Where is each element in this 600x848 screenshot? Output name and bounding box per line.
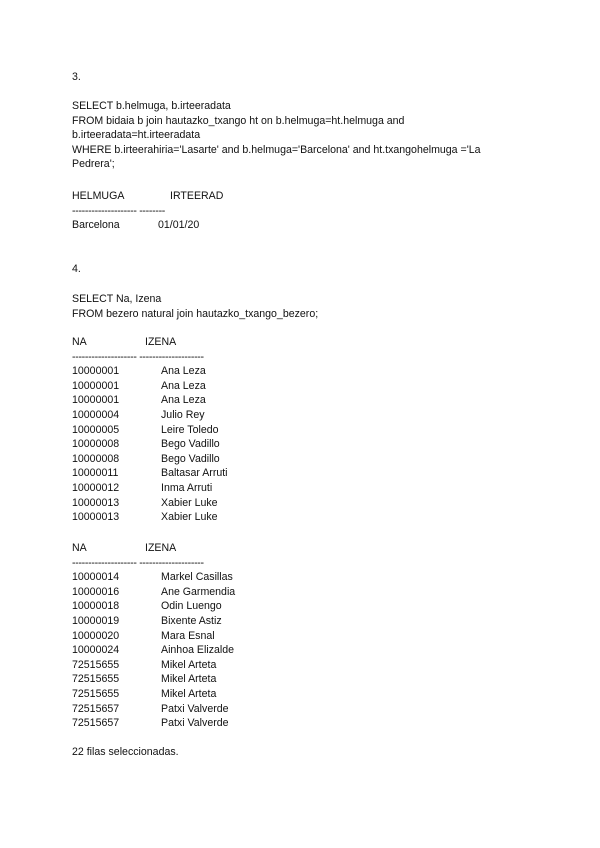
- cell-izena: Baltasar Arruti: [161, 467, 228, 480]
- cell-izena: Ana Leza: [161, 394, 206, 407]
- cell-izena: Mara Esnal: [161, 629, 215, 642]
- table-row: [72, 466, 532, 481]
- cell-irteerad: 01/01/20: [158, 219, 200, 232]
- result-separator: -------------------- --------------------: [72, 350, 204, 363]
- query-3-number: 3.: [72, 71, 81, 83]
- query-4-sql: [72, 292, 532, 321]
- cell-izena: Bixente Astiz: [161, 614, 222, 627]
- sql-line: b.irteeradata=ht.irteeradata: [72, 129, 201, 142]
- result-separator: -------------------- --------------------: [72, 556, 204, 569]
- cell-izena: Ainhoa Elizalde: [161, 644, 235, 657]
- sql-line: FROM bezero natural join hautazko_txango_bezero;: [72, 307, 319, 320]
- table-row: [72, 379, 532, 394]
- cell-na: 10000005: [72, 423, 120, 436]
- table-row: [72, 481, 532, 496]
- table-row: [72, 643, 532, 658]
- cell-helmuga: Barcelona: [72, 219, 120, 232]
- cell-na: 72515657: [72, 717, 120, 730]
- cell-na: 72515655: [72, 673, 120, 686]
- sql-line: WHERE b.irteerahiria='Lasarte' and b.helmuga='Barcelona' and ht.txangohelmuga ='La: [72, 143, 481, 156]
- table-row: [72, 687, 532, 702]
- cell-izena: Mikel Arteta: [161, 687, 217, 700]
- table-row: [72, 658, 532, 673]
- cell-izena: Mikel Arteta: [161, 673, 217, 686]
- cell-na: 10000013: [72, 511, 120, 524]
- column-header-izena: IZENA: [145, 542, 177, 554]
- cell-izena: Xabier Luke: [161, 496, 218, 509]
- column-header-na: NA: [72, 336, 87, 348]
- cell-izena: Bego Vadillo: [161, 438, 220, 451]
- cell-na: 10000001: [72, 379, 120, 392]
- cell-na: 10000018: [72, 600, 120, 613]
- column-header-irteerad: IRTEERAD: [170, 190, 224, 202]
- cell-izena: Patxi Valverde: [161, 702, 229, 715]
- rows-selected-footer: 22 filas seleccionadas.: [72, 746, 179, 758]
- table-row: [72, 716, 532, 731]
- column-header-izena: IZENA: [145, 336, 177, 348]
- cell-izena: Mikel Arteta: [161, 658, 217, 671]
- cell-na: 10000004: [72, 408, 120, 421]
- cell-izena: Patxi Valverde: [161, 717, 229, 730]
- cell-izena: Odin Luengo: [161, 600, 222, 613]
- cell-na: 10000024: [72, 644, 120, 657]
- cell-izena: Ane Garmendia: [161, 585, 236, 598]
- cell-na: 10000008: [72, 438, 120, 451]
- cell-na: 10000001: [72, 365, 120, 378]
- cell-na: 10000013: [72, 496, 120, 509]
- table-row: [72, 218, 532, 233]
- query-4-number: 4.: [72, 263, 81, 275]
- result-header: [72, 335, 532, 350]
- table-row: [72, 452, 532, 467]
- table-row: [72, 629, 532, 644]
- result-header: [72, 189, 532, 204]
- cell-na: 10000012: [72, 481, 120, 494]
- cell-izena: Ana Leza: [161, 379, 206, 392]
- table-row: [72, 599, 532, 614]
- table-row: [72, 364, 532, 379]
- cell-izena: Markel Casillas: [161, 571, 233, 584]
- cell-izena: Inma Arruti: [161, 481, 213, 494]
- column-header-helmuga: HELMUGA: [72, 190, 125, 202]
- sql-line: SELECT b.helmuga, b.irteeradata: [72, 100, 231, 112]
- query-4-result-page-1: [72, 335, 532, 525]
- sql-line: Pedrera';: [72, 158, 115, 171]
- table-row: [72, 585, 532, 600]
- query-3-result: [72, 189, 532, 233]
- cell-izena: Leire Toledo: [161, 423, 219, 436]
- table-row: [72, 423, 532, 438]
- table-row: [72, 496, 532, 511]
- table-row: [72, 702, 532, 717]
- result-header: [72, 541, 532, 556]
- table-row: [72, 393, 532, 408]
- sql-line: FROM bidaia b join hautazko_txango ht on b.helmuga=ht.helmuga and: [72, 114, 405, 127]
- cell-na: 10000001: [72, 394, 120, 407]
- table-row: [72, 570, 532, 585]
- result-rows: [72, 364, 532, 525]
- cell-na: 72515657: [72, 702, 120, 715]
- cell-na: 10000008: [72, 452, 120, 465]
- cell-izena: Ana Leza: [161, 365, 206, 378]
- table-row: [72, 510, 532, 525]
- cell-na: 10000020: [72, 629, 120, 642]
- table-row: [72, 672, 532, 687]
- table-row: [72, 408, 532, 423]
- cell-na: 10000011: [72, 467, 119, 480]
- cell-na: 10000016: [72, 585, 120, 598]
- cell-na: 10000014: [72, 571, 120, 584]
- cell-na: 72515655: [72, 687, 120, 700]
- cell-izena: Xabier Luke: [161, 511, 218, 524]
- result-rows: [72, 570, 532, 731]
- cell-na: 72515655: [72, 658, 120, 671]
- result-separator: -------------------- --------: [72, 204, 166, 217]
- query-3-sql: [72, 99, 532, 172]
- query-4-result-page-2: [72, 541, 532, 731]
- table-row: [72, 614, 532, 629]
- cell-na: 10000019: [72, 614, 120, 627]
- cell-izena: Julio Rey: [161, 408, 205, 421]
- table-row: [72, 437, 532, 452]
- column-header-na: NA: [72, 542, 87, 554]
- sql-line: SELECT Na, Izena: [72, 293, 162, 305]
- cell-izena: Bego Vadillo: [161, 452, 220, 465]
